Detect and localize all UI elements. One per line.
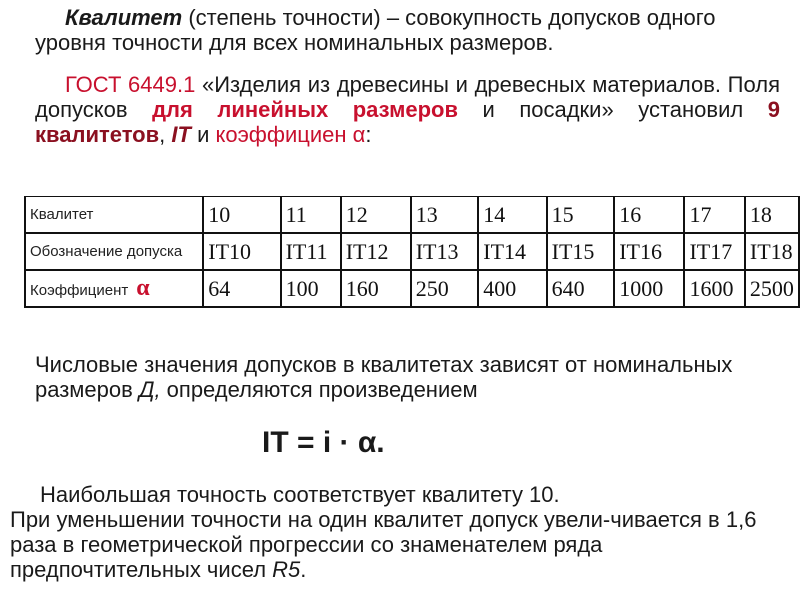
precision-text: При уменьшении точности на один квалитет допуск увели-чивается в 1,6 раза в геометрической прогрессии со знаменателем ряда предпочтительных чисел bbox=[10, 507, 757, 582]
table-cell: 10 bbox=[203, 197, 280, 234]
table-cell: IT17 bbox=[684, 233, 744, 270]
table-cell: 640 bbox=[547, 270, 615, 307]
table-cell: 400 bbox=[478, 270, 546, 307]
table-cell: IT18 bbox=[745, 233, 799, 270]
table-cell: 14 bbox=[478, 197, 546, 234]
definition-paragraph bbox=[35, 5, 780, 55]
gost-paragraph bbox=[35, 72, 780, 147]
gost-text-5: : bbox=[365, 122, 372, 147]
values-text-1: Числовые значения допусков в квалитетах зависят от номинальных размеров bbox=[35, 352, 733, 402]
table-cell: 160 bbox=[341, 270, 411, 307]
table-row bbox=[25, 197, 799, 234]
table-cell: IT11 bbox=[281, 233, 341, 270]
table-cell: 17 bbox=[684, 197, 744, 234]
it-label: IT bbox=[171, 122, 191, 147]
table-cell: 2500 bbox=[745, 270, 799, 307]
formula: IT = i · α. bbox=[262, 426, 385, 459]
definition-text: (степень точности) – совокупность допусков одного уровня точности для всех номинальных размеров. bbox=[35, 5, 716, 55]
table-cell: 16 bbox=[614, 197, 684, 234]
table-cell: 18 bbox=[745, 197, 799, 234]
table-cell: 13 bbox=[411, 197, 479, 234]
table-cell: 1600 bbox=[684, 270, 744, 307]
gost-text-2: и посадки» установил bbox=[457, 97, 768, 122]
table-cell: 100 bbox=[281, 270, 341, 307]
precision-line-1: Наибольшая точность соответствует квалитету 10. bbox=[40, 482, 560, 507]
table-row bbox=[25, 270, 799, 307]
values-paragraph bbox=[35, 352, 785, 402]
table-row bbox=[25, 233, 799, 270]
table-cell: 1000 bbox=[614, 270, 684, 307]
table-cell: IT13 bbox=[411, 233, 479, 270]
table-cell: IT14 bbox=[478, 233, 546, 270]
values-text-2: определяются произведением bbox=[160, 377, 478, 402]
table-cell: IT10 bbox=[203, 233, 280, 270]
table-cell: IT12 bbox=[341, 233, 411, 270]
table-cell: 64 bbox=[203, 270, 280, 307]
row-label bbox=[25, 270, 203, 307]
table-cell: 250 bbox=[411, 270, 479, 307]
row-label: Квалитет bbox=[25, 197, 203, 234]
precision-paragraph bbox=[10, 482, 790, 582]
table-cell: 11 bbox=[281, 197, 341, 234]
row-label: Обозначение допуска bbox=[25, 233, 203, 270]
d-symbol: Д, bbox=[138, 377, 161, 402]
table-cell: 15 bbox=[547, 197, 615, 234]
r5-label: R5 bbox=[272, 557, 301, 582]
gost-text-1: «Изделия из древесины и древесных материалов. Поля допусков bbox=[35, 72, 780, 122]
table-cell: 12 bbox=[341, 197, 411, 234]
precision-text-end: . bbox=[300, 557, 307, 582]
linear-sizes-highlight: для линейных размеров bbox=[152, 97, 458, 122]
kvalitet-table bbox=[24, 196, 800, 308]
kvalitet-count: 9 квалитетов bbox=[35, 97, 780, 147]
table-cell: IT16 bbox=[614, 233, 684, 270]
row-label-text: Коэффициент bbox=[30, 282, 129, 299]
gost-text-4: и bbox=[190, 122, 216, 147]
alpha-symbol: α bbox=[136, 275, 150, 301]
gost-number: ГОСТ 6449.1 bbox=[65, 72, 196, 97]
gost-text-3: , bbox=[159, 122, 172, 147]
term-kvalitet: Квалитет bbox=[65, 5, 183, 30]
table-cell: IT15 bbox=[547, 233, 615, 270]
coefficient-label: коэффициен α bbox=[215, 122, 366, 147]
